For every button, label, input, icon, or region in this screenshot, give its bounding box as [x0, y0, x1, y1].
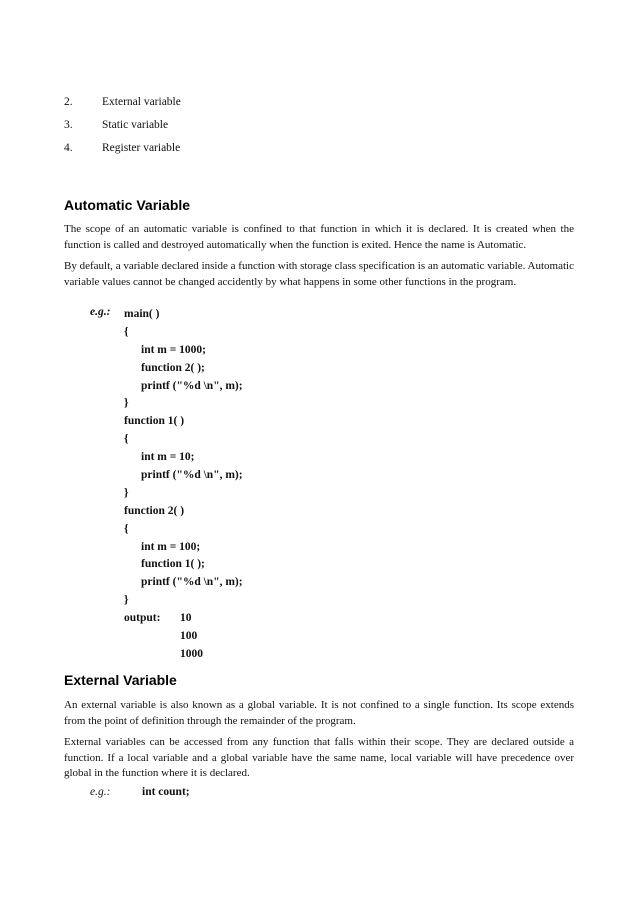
- automatic-paragraph-2: By default, a variable declared inside a function with storage class specification is an automatic variable. Automatic variable values cannot be changed accidently by what happens in some other functions in the program.: [64, 260, 574, 288]
- automatic-variable-heading: Automatic Variable: [64, 197, 191, 213]
- list-item-label: External variable: [102, 96, 181, 108]
- code-line: int m = 100;: [141, 540, 201, 553]
- code-line: printf ("%d \n", m);: [141, 576, 243, 589]
- output-value: 10: [180, 612, 192, 625]
- list-item-label: Register variable: [102, 142, 181, 154]
- output-values: [180, 610, 203, 664]
- example-label: e.g.:: [90, 786, 111, 798]
- list-item-number: 4.: [64, 142, 73, 154]
- code-line: function 2( );: [141, 361, 205, 374]
- external-variable-heading: External Variable: [64, 672, 177, 688]
- variable-type-list: [64, 96, 181, 165]
- external-paragraph-1: An external variable is also known as a global variable. It is not confined to a single function. Its scope extends from the point of definition through the remainder of the program.: [64, 699, 574, 727]
- code-line: main( ): [124, 308, 160, 320]
- external-paragraph-2: External variables can be accessed from any function that falls within their scope. They are declared outside a function. If a local variable and a global variable have the same name, local variable will have precedence over global in the function where it is declared.: [64, 736, 574, 779]
- code-line: printf ("%d \n", m);: [141, 469, 243, 482]
- output-value: 1000: [180, 647, 203, 660]
- output-label: output:: [124, 612, 161, 625]
- output-block: [124, 610, 243, 660]
- code-line: }: [124, 486, 129, 499]
- code-line: int m = 10;: [141, 451, 195, 464]
- list-item-number: 2.: [64, 96, 73, 108]
- code-line: }: [124, 397, 129, 410]
- code-line: {: [124, 325, 129, 338]
- list-item-number: 3.: [64, 119, 73, 131]
- code-line: function 1( );: [141, 558, 205, 571]
- code-example: [124, 306, 243, 660]
- code-line: function 1( ): [124, 415, 185, 428]
- code-line: {: [124, 522, 129, 535]
- code-line: int count;: [142, 786, 190, 798]
- list-item: [64, 142, 181, 165]
- automatic-paragraph-1: The scope of an automatic variable is confined to that function in which it is declared. It is created when the function is called and destroyed automatically when the function is exited. Hence the name is Automatic.: [64, 223, 574, 251]
- list-item: [64, 119, 181, 142]
- example-label: e.g.:: [90, 306, 111, 318]
- code-line: }: [124, 594, 129, 607]
- output-value: 100: [180, 630, 198, 643]
- list-item-label: Static variable: [102, 119, 169, 131]
- list-item: [64, 96, 181, 119]
- code-line: printf ("%d \n", m);: [141, 379, 243, 392]
- code-line: {: [124, 433, 129, 446]
- code-line: function 2( ): [124, 504, 185, 517]
- code-line: int m = 1000;: [141, 343, 207, 356]
